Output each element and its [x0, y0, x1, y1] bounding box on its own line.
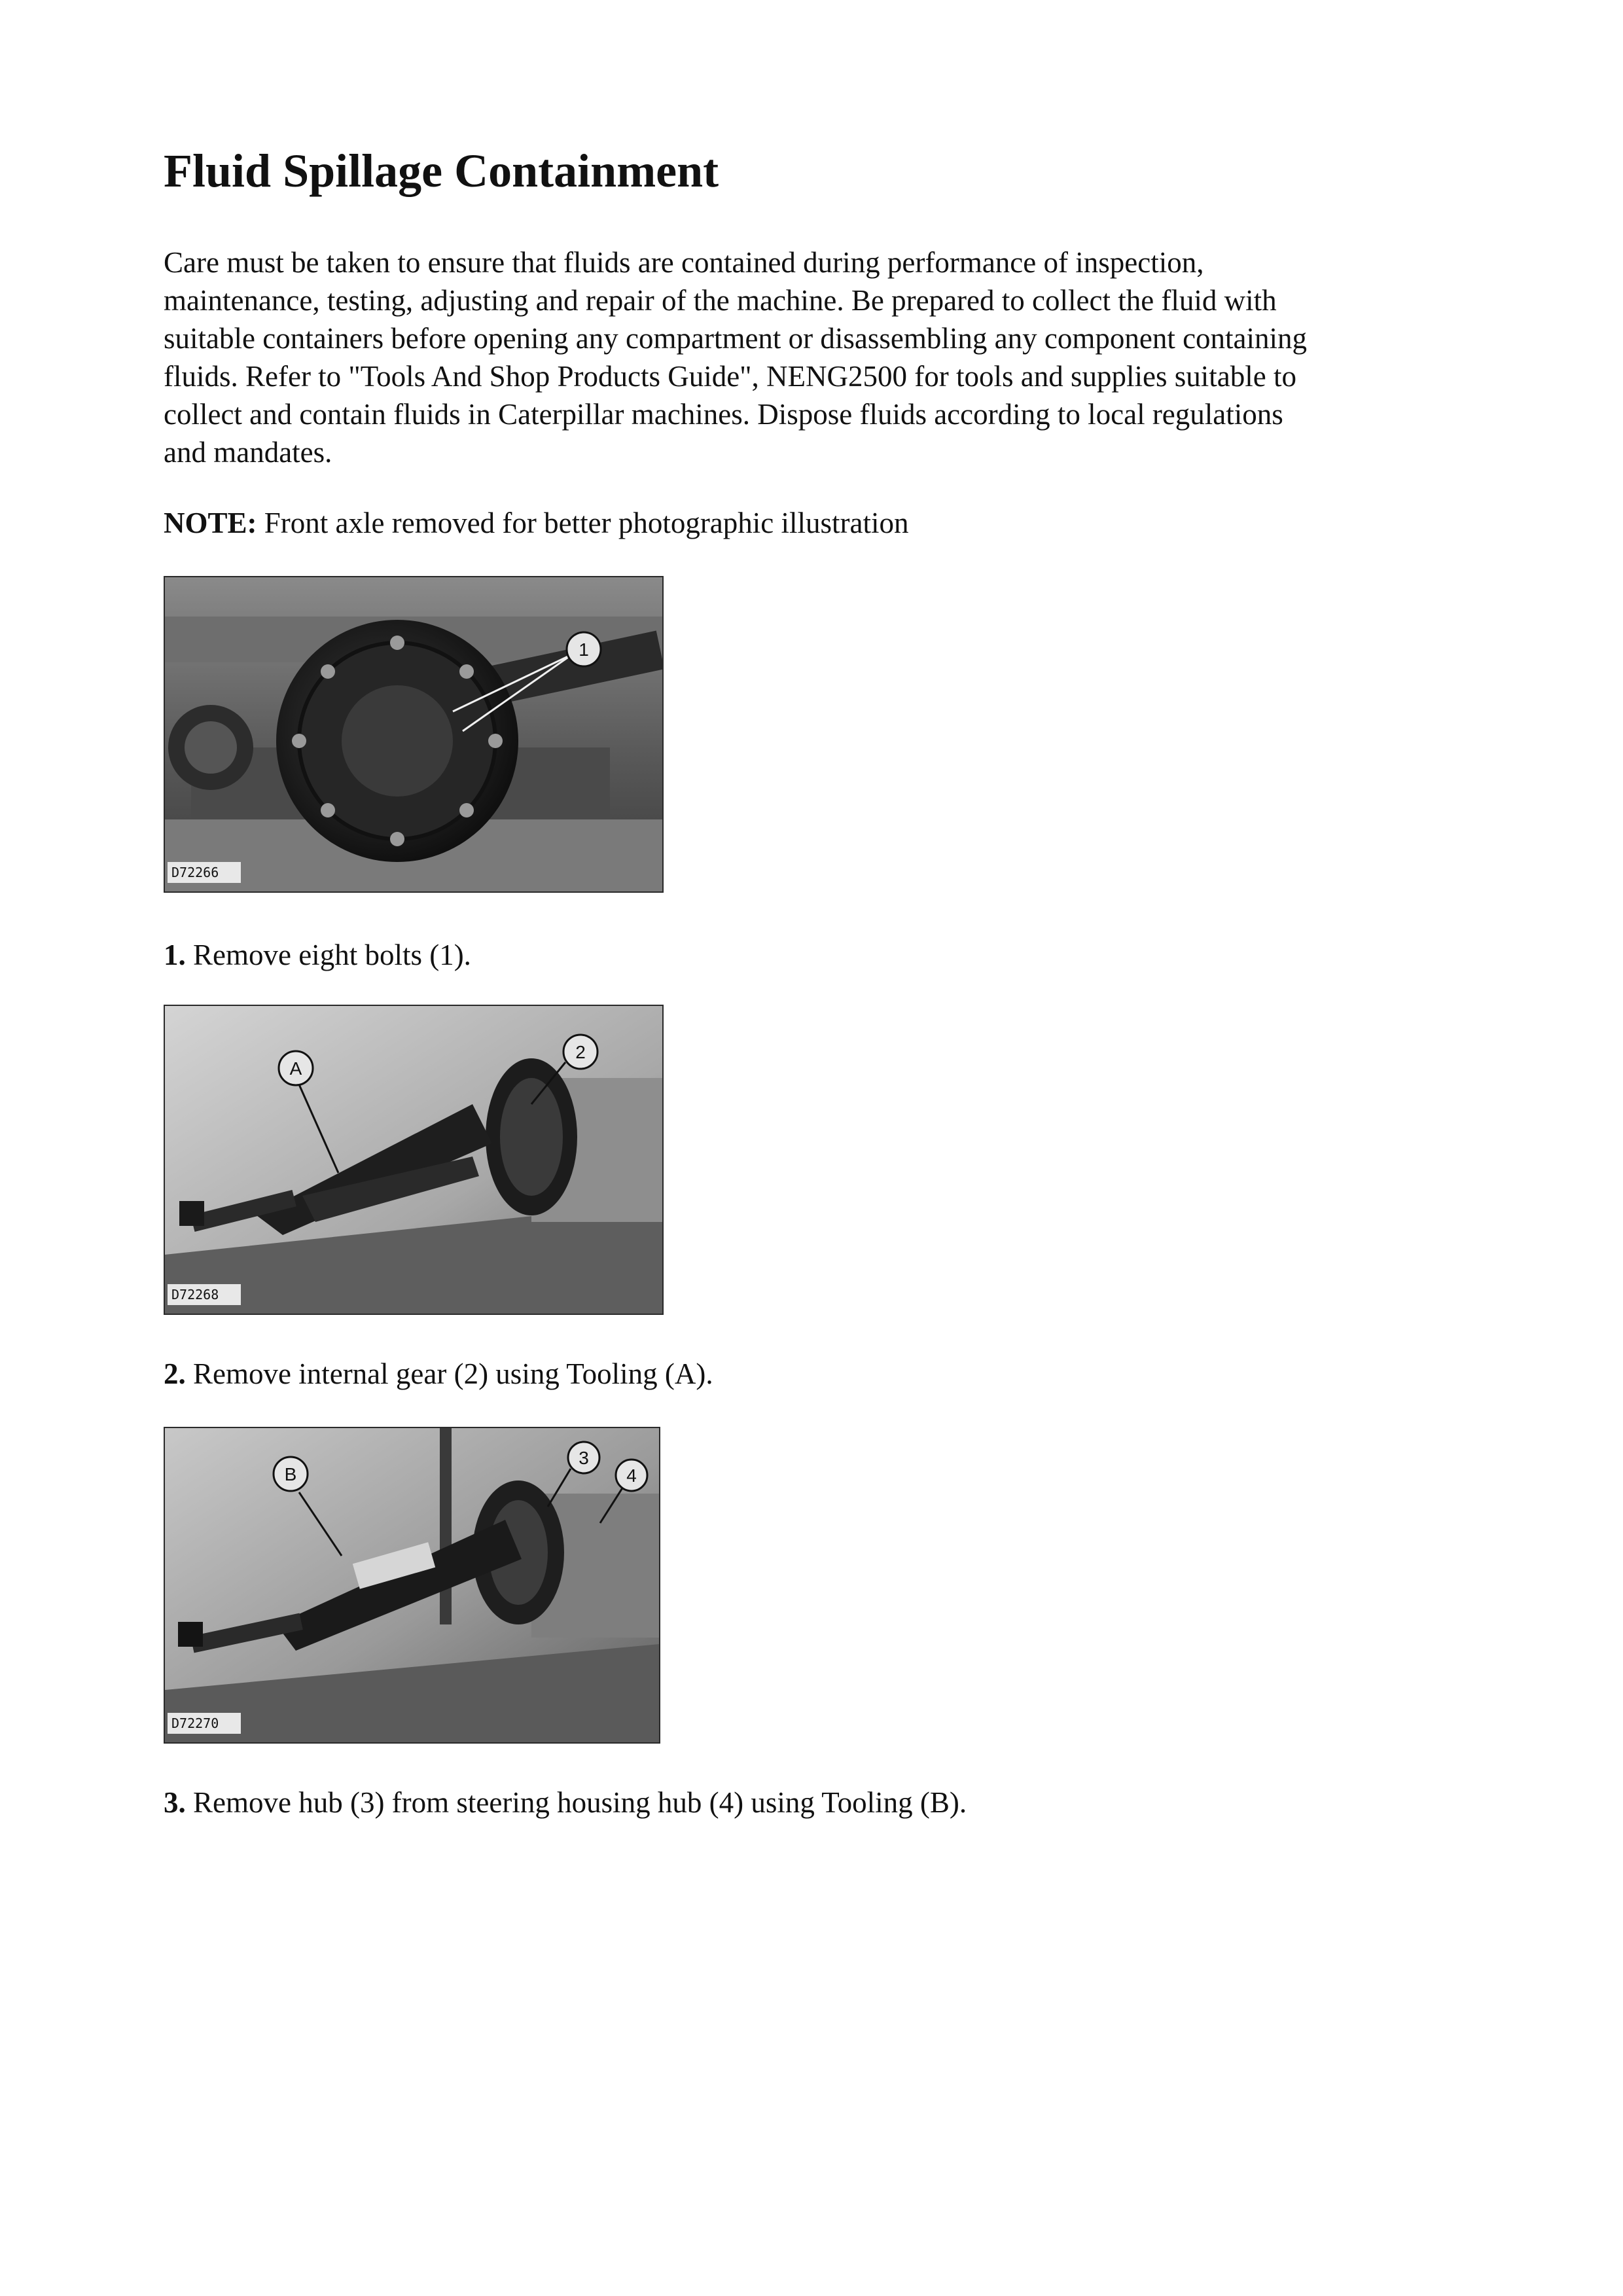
step-number: 2.: [164, 1357, 186, 1390]
step-text: Remove internal gear (2) using Tooling (A).: [185, 1357, 713, 1390]
callout-a-label: A: [289, 1058, 302, 1079]
note-paragraph: [164, 504, 909, 542]
figure-internal-gear: [164, 1005, 664, 1315]
step-text: Remove hub (3) from steering housing hub (4) using Tooling (B).: [185, 1786, 967, 1819]
note-text: Front axle removed for better photographic illustration: [257, 507, 909, 539]
intro-line: suitable containers before opening any compartment or disassembling any component containing: [164, 322, 1308, 355]
step-number: 3.: [164, 1786, 186, 1819]
intro-line: fluids. Refer to "Tools And Shop Products Guide", NENG2500 for tools and supplies suitable to: [164, 360, 1296, 393]
step-3: [164, 1784, 967, 1821]
intro-paragraph: [164, 243, 1472, 471]
figure-hub-bolts: [164, 576, 664, 893]
callout-3-label: 3: [579, 1448, 589, 1468]
intro-line: Care must be taken to ensure that fluids are contained during performance of inspection,: [164, 246, 1204, 279]
intro-line: collect and contain fluids in Caterpillar machines. Dispose fluids according to local regulations: [164, 398, 1283, 431]
callout-2-label: 2: [575, 1042, 586, 1062]
figure-hub-removal: [164, 1427, 660, 1744]
figure-code: D72268: [171, 1287, 219, 1302]
intro-line: and mandates.: [164, 436, 332, 469]
intro-line: maintenance, testing, adjusting and repair of the machine. Be prepared to collect the fluid with: [164, 284, 1277, 317]
callout-b-label: B: [284, 1464, 297, 1484]
step-number: 1.: [164, 939, 186, 971]
hub-bolts-illustration: [165, 577, 662, 891]
callout-1-label: 1: [579, 639, 589, 660]
figure-code: D72266: [171, 865, 219, 880]
step-2: [164, 1355, 713, 1393]
callout-4-label: 4: [626, 1465, 637, 1486]
figure-code: D72270: [171, 1715, 219, 1731]
step-text: Remove eight bolts (1).: [185, 939, 471, 971]
page-title: Fluid Spillage Containment: [164, 145, 719, 197]
step-1: [164, 936, 471, 974]
internal-gear-illustration: [165, 1006, 662, 1314]
hub-removal-illustration: [165, 1428, 659, 1742]
note-label: NOTE:: [164, 507, 257, 539]
